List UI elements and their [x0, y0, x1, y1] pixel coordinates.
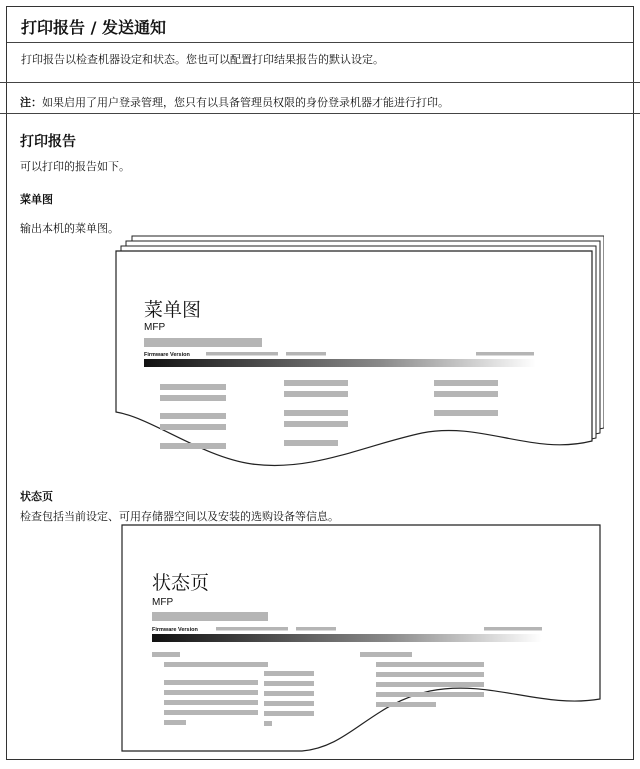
note-divider-top	[0, 82, 640, 83]
bar	[144, 338, 262, 347]
section-title: 打印报告	[20, 134, 76, 150]
status-page-firmware-label: Firmware Version	[152, 627, 198, 633]
status-page-report-subtitle: MFP	[152, 597, 174, 608]
status-page-heading: 状态页	[20, 490, 53, 503]
page-title: 打印报告 / 发送通知	[21, 18, 166, 37]
gradient-bar	[144, 359, 536, 367]
status-page-report-title: 状态页	[152, 572, 210, 594]
menu-map-illustration	[104, 228, 604, 473]
section-description: 可以打印的报告如下。	[20, 160, 130, 173]
menu-map-report-subtitle: MFP	[144, 322, 166, 333]
note-label: 注：	[20, 96, 42, 109]
note	[20, 94, 449, 110]
status-page-description: 检查包括当前设定、可用存储器空间以及安装的选购设备等信息。	[20, 510, 339, 523]
menu-map-report-title: 菜单图	[144, 299, 202, 321]
menu-map-description: 输出本机的菜单图。	[20, 222, 119, 235]
intro-text: 打印报告以检查机器设定和状态。您也可以配置打印结果报告的默认设定。	[21, 53, 384, 66]
menu-map-heading: 菜单图	[20, 193, 53, 206]
note-text: 如果启用了用户登录管理，您只有以具备管理员权限的身份登录机器才能进行打印。	[42, 96, 449, 109]
note-divider-bottom	[0, 113, 640, 114]
title-divider	[7, 42, 634, 43]
status-page-illustration	[112, 519, 602, 753]
menu-map-firmware-label: Firmware Version	[144, 352, 190, 358]
